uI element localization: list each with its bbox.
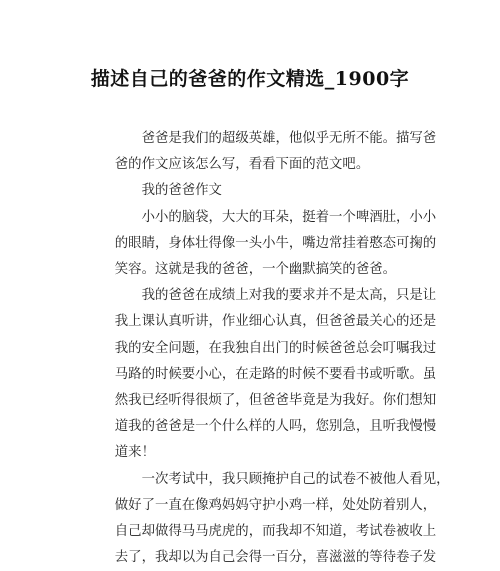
text-line: 我的安全问题，在我独自出门的时候爸爸总会叮嘱我过 [114,340,437,356]
text-line: 爸爸是我们的超级英雄，他似乎无所不能。描写爸 [141,131,437,146]
text-line: 自己却做得马马虎虎的，而我却不知道，考试卷被收上 [114,524,437,540]
paragraph [88,178,413,204]
text-line: 笑容。这就是我的爸爸，一个幽默搞笑的爸爸。 [114,262,396,278]
paragraph [88,126,437,178]
paragraph [88,467,450,571]
text-line: 小小的脑袋，大大的耳朵，挺着一个啤酒肚，小小 [141,209,437,225]
article-body [88,126,450,571]
text-line: 做好了一直在像鸡妈妈守护小鸡一样，处处防着别人， [114,497,437,513]
text-line: 道来！ [114,445,155,461]
text-line: 然我已经听得很烦了，但爸爸毕竟是为我好。你们想知 [114,393,437,409]
text-line: 我的爸爸在成绩上对我的要求并不是太高，只是让 [141,288,437,304]
section-heading: 我的爸爸作文 [141,183,222,199]
paragraph [88,205,437,284]
document-title: 描述自己的爸爸的作文精选_1900字 [90,68,410,90]
text-line: 的眼睛，身体壮得像一头小牛，嘴边常挂着憨态可掬的 [114,235,437,251]
text-line: 马路的时候要小心，在走路的时候不要看书或听歌。虽 [114,366,437,382]
text-line: 道我的爸爸是一个什么样的人吗，您别急，且听我慢慢 [114,419,437,435]
text-line: 去了，我却以为自己会得一百分，喜滋滋的等待卷子发 [114,550,437,566]
text-line: 我上课认真听讲，作业细心认真，但爸爸最关心的还是 [114,314,437,330]
text-line: 一次考试中，我只顾掩护自己的试卷不被他人看见， [141,471,450,487]
paragraph [88,283,437,466]
text-line: 爸的作文应该怎么写，看看下面的范文吧。 [114,157,370,173]
